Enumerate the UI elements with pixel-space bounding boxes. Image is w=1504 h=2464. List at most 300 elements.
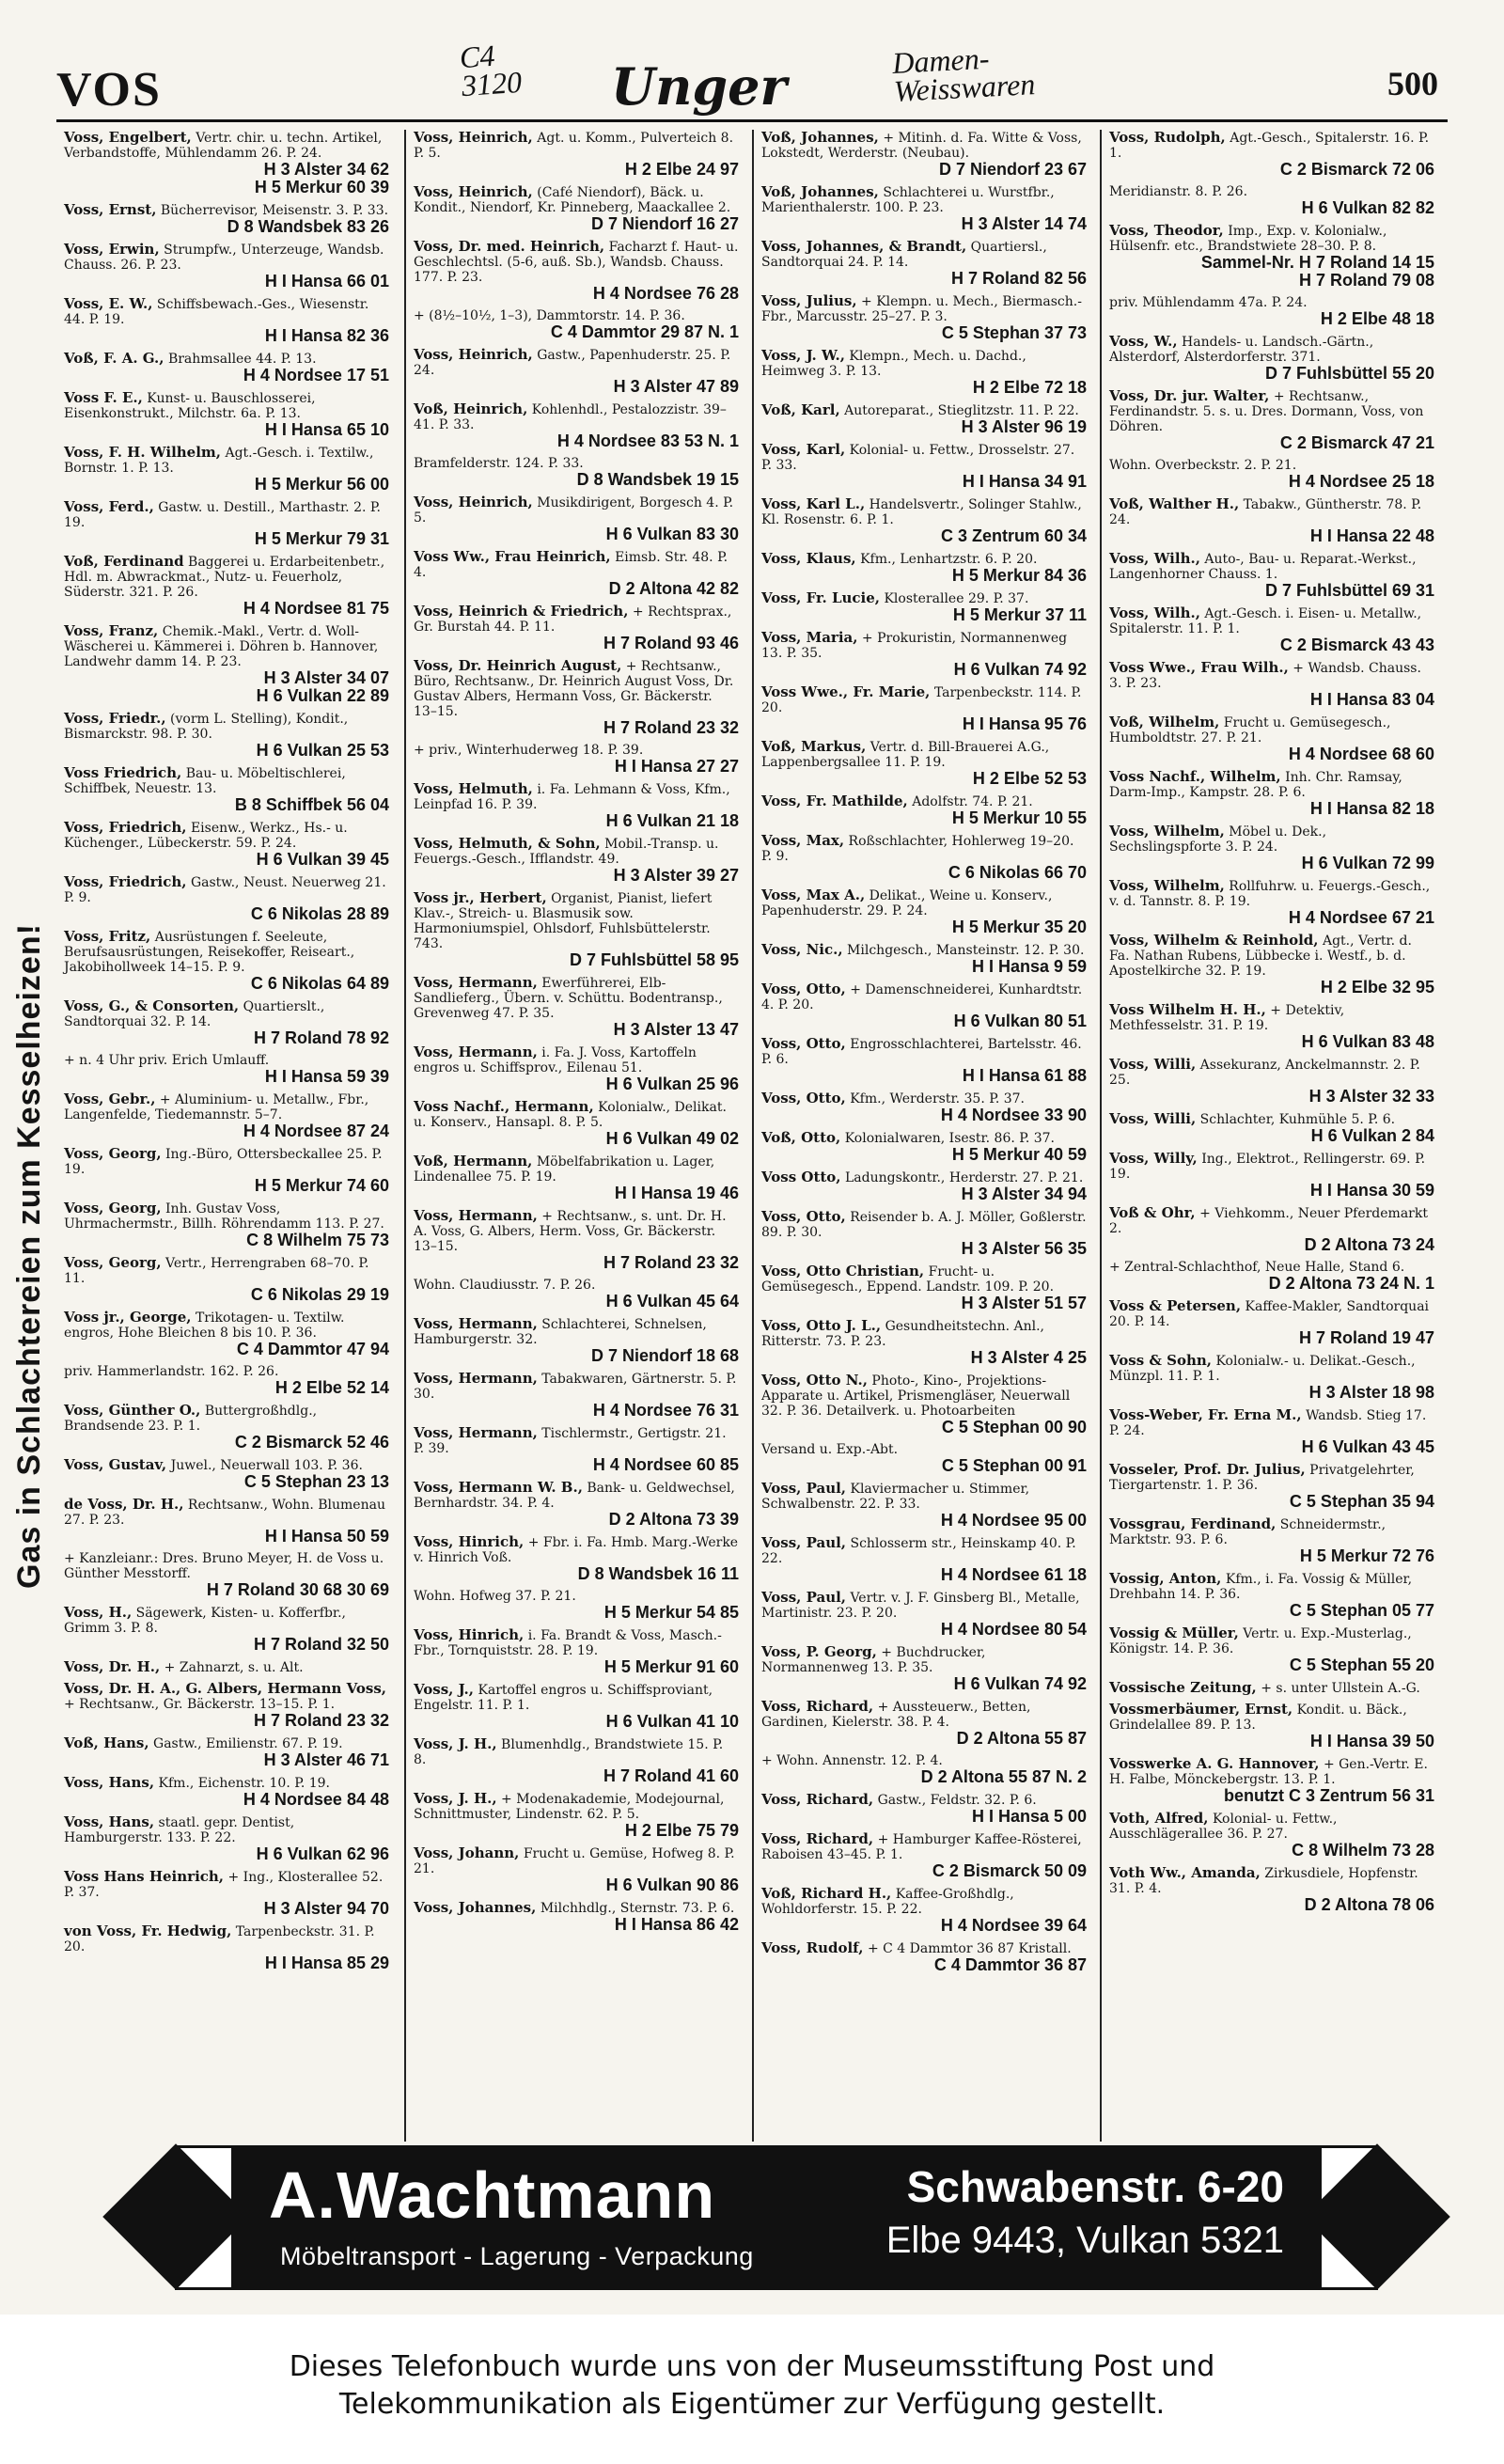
listing-details: Roßschlachter, Hohlerweg 19–20. P. 9.	[761, 834, 1074, 864]
listing-name: Voß, Walther H.,	[1109, 495, 1240, 512]
listing-phone: H 7 Roland 93 46	[603, 634, 739, 652]
listing-phone: H 4 Nordsee 68 60	[1288, 745, 1434, 763]
listing-name: Voss, Hermann W. B.,	[414, 1479, 583, 1496]
listing-entry	[64, 929, 389, 993]
listing-entry	[64, 1091, 389, 1140]
listing-entry	[64, 1457, 389, 1491]
listing-entry	[1109, 1353, 1434, 1402]
listing-details: Delikat., Weine u. Konserv., Papenhuderstr. 29. P. 24.	[761, 888, 1053, 918]
listing-name: Voss Otto,	[761, 1169, 841, 1185]
listing-details: Vertr. u. Exp.-Musterlag., Königstr. 14. P. 36.	[1109, 1626, 1412, 1656]
listing-name: Voss, J.,	[414, 1681, 474, 1698]
listing-details: staatl. gepr. Dentist, Hamburgerstr. 133. P. 22.	[64, 1815, 295, 1845]
listing-name: Voss, Johannes, & Brandt,	[761, 238, 967, 255]
listing-entry	[1109, 1298, 1434, 1347]
listing-phone: H 3 Alster 34 62	[263, 160, 389, 179]
listing-entry	[761, 1886, 1087, 1935]
listing-entry	[414, 347, 739, 396]
listing-entry	[761, 887, 1087, 936]
listing-phone: H I Hansa 95 76	[962, 714, 1087, 733]
listing-entry	[1109, 824, 1434, 872]
listing-details: Organist, Pianist, liefert Klav.-, Streich- u. Blasmusik sow. Harmoniumspiel, Ohlsdorf, Fuhlsbüttelerstr. 743.	[414, 891, 713, 951]
listing-phone: H 4 Nordsee 76 28	[592, 284, 739, 303]
listing-details: Juwel., Neuerwall 103. P. 36.	[170, 1458, 363, 1473]
column-3	[752, 130, 1092, 2142]
listing-details: Facharzt f. Haut- u. Geschlechtsl. (5-6, auß. Sb.), Wandsb. Chauss. 177. P. 23.	[414, 240, 739, 285]
listing-name: Voss Ww., Frau Heinrich,	[414, 548, 611, 565]
listing-entry	[761, 739, 1087, 788]
listing-name: Vossische Zeitung,	[1109, 1679, 1257, 1696]
listing-details: + Kanzleianr.: Dres. Bruno Meyer, H. de Voss u. Günther Messtorff.	[64, 1551, 384, 1581]
listing-entry	[1109, 184, 1434, 217]
listing-entry	[64, 820, 389, 869]
listing-details: Schlachterei, Schnelsen, Hamburgerstr. 32.	[414, 1317, 707, 1347]
listing-phone: H 6 Vulkan 82 82	[1301, 198, 1434, 217]
header-brand-note: Damen- Weisswaren	[891, 40, 1037, 108]
listing-phone: H I Hansa 82 36	[264, 326, 389, 345]
listing-entry	[414, 658, 739, 737]
listing-phone: H I Hansa 30 59	[1309, 1181, 1434, 1200]
listing-name: Voss, Hermann,	[414, 1207, 538, 1224]
listing-details: Schiffsbewach.-Ges., Wiesenstr. 44. P. 19.	[64, 297, 369, 327]
listing-details: + Rechtsanw., s. unt. Dr. H. A. Voss, G. Albers, Herm. Voss, Gr. Bäckerstr. 13–15.	[414, 1209, 727, 1254]
listing-entry	[1109, 295, 1434, 328]
listing-phone: H 3 Alster 32 33	[1308, 1087, 1434, 1106]
listing-name: Voss, Hans,	[64, 1774, 155, 1791]
listing-entry	[414, 1682, 739, 1731]
listing-name: Voss, E. W.,	[64, 295, 153, 312]
listing-name: Voss, Willi,	[1109, 1110, 1197, 1127]
listing-phone: C 5 Stephan 55 20	[1289, 1656, 1434, 1674]
listing-phone: H 6 Vulkan 74 92	[953, 660, 1087, 679]
listing-entry	[1109, 605, 1434, 654]
listing-details: Auto-, Bau- u. Reparat.-Werkst., Langenhorner Chauss. 1.	[1109, 552, 1417, 582]
listing-name: Voss, Richard,	[761, 1830, 874, 1847]
listing-entry	[414, 1480, 739, 1529]
page-header	[56, 38, 1438, 117]
listing-name: Voss, Rudolph,	[1109, 130, 1226, 146]
listing-details: Kolonialwaren, Isestr. 86. P. 37.	[844, 1131, 1056, 1146]
footer-note	[0, 2315, 1504, 2464]
listing-entry	[1109, 1516, 1434, 1565]
listing-phone: C 5 Stephan 00 90	[941, 1418, 1087, 1436]
listing-details: Engrosschlachterei, Bartelsstr. 46. P. 6.	[761, 1037, 1082, 1067]
listing-details: Adolfstr. 74. P. 21.	[912, 794, 1033, 809]
listing-entry	[64, 1681, 389, 1730]
listing-phone: H 5 Merkur 10 55	[951, 808, 1087, 827]
listing-details: Milchhdlg., Sternstr. 73. P. 6.	[540, 1901, 735, 1916]
listing-entry	[64, 1201, 389, 1249]
listing-phone: H I Hansa 82 18	[1309, 799, 1434, 818]
listing-details: Agt.-Gesch. i. Textilw., Bornstr. 1. P. 13.	[64, 446, 374, 476]
listing-name: von Voss, Fr. Hedwig,	[64, 1923, 232, 1939]
listing-details: Frucht- u. Gemüsegesch., Eppend. Landstr. 109. P. 20.	[761, 1264, 1055, 1295]
listing-phone: H 4 Nordsee 39 64	[940, 1916, 1087, 1935]
listing-phone: benutzt C 3 Zentrum 56 31	[1223, 1786, 1434, 1805]
listing-details: Ausrüstungen f. Seeleute, Berufsausrüstungen, Reisekoffer, Reiseart., Jakobihollweek 14–15. P. 9.	[64, 930, 355, 975]
listing-entry	[761, 551, 1087, 585]
listing-phone: H 5 Merkur 35 20	[951, 918, 1087, 936]
listing-name: Voss, Hermann,	[414, 1424, 538, 1441]
listing-details: Tabakw., Güntherstr. 78. P. 24.	[1109, 497, 1422, 527]
listing-name: Voss, Fr. Mathilde,	[761, 793, 908, 809]
listing-name: Voss, Johannes,	[414, 1899, 537, 1916]
listing-details: Musikdirigent, Borgesch 4. P. 5.	[414, 495, 734, 526]
listing-name: Voss, Heinrich,	[414, 494, 533, 510]
listing-name: Voss jr., Herbert,	[414, 889, 547, 906]
listing-name: Voss, Otto J. L.,	[761, 1317, 882, 1334]
listing-name: Voß, Hans,	[64, 1734, 149, 1751]
listing-phone: Sammel-Nr. H 7 Roland 14 15	[1200, 253, 1434, 272]
listing-details: Kfm., i. Fa. Vossig & Müller, Drehbahn 14. P. 36.	[1109, 1572, 1413, 1602]
listing-name: Voss, Dr. H. A., G. Albers, Hermann Voss,	[64, 1680, 387, 1697]
listing-entry	[64, 1497, 389, 1546]
listing-phone: D 7 Fuhlsbüttel 69 31	[1264, 581, 1434, 600]
listing-details: Ing., Elektrot., Rellingerstr. 69. P. 19.	[1109, 1152, 1426, 1182]
listing-name: Voss, Gebr.,	[64, 1091, 156, 1107]
listing-phone: C 5 Stephan 05 77	[1289, 1601, 1434, 1620]
listing-entry	[1109, 769, 1434, 818]
listing-details: + Rechtsprax., Gr. Burstah 44. P. 11.	[414, 604, 732, 635]
listing-entry	[1109, 1407, 1434, 1456]
listing-entry	[1109, 1571, 1434, 1620]
listing-details: Bramfelderstr. 124. P. 33.	[414, 456, 584, 471]
listing-details: Kolonialw., Delikat. u. Konserv., Hansapl. 8. P. 5.	[414, 1100, 727, 1130]
listing-details: Meridianstr. 8. P. 26.	[1109, 184, 1248, 199]
listing-details: Bank- u. Geldwechsel, Bernhardstr. 34. P. 4.	[414, 1481, 735, 1511]
listing-entry	[761, 402, 1087, 436]
listing-phone: C 4 Dammtor 47 94	[236, 1340, 389, 1358]
listing-entry	[64, 1255, 389, 1304]
listing-details: Schneidermstr., Marktstr. 93. P. 6.	[1109, 1517, 1386, 1547]
listing-phone: H 6 Vulkan 45 64	[605, 1292, 739, 1310]
listing-entry	[64, 711, 389, 760]
listing-details: + Fbr. i. Fa. Hmb. Marg.-Werke v. Hinrich Voß.	[414, 1535, 739, 1565]
listing-phone: H 7 Roland 32 50	[253, 1635, 389, 1654]
listing-entry	[414, 1791, 739, 1840]
listing-phone: H I Hansa 5 00	[971, 1807, 1087, 1826]
listing-details: Wandsb. Stieg 17. P. 24.	[1109, 1408, 1427, 1438]
listing-entry	[1109, 1865, 1434, 1914]
listing-name: Voß, Richard H.,	[761, 1885, 892, 1902]
listing-details: Gastw., Feldstr. 32. P. 6.	[877, 1793, 1037, 1808]
listing-entry	[414, 549, 739, 598]
listing-name: Voss, Hinrich,	[414, 1626, 525, 1643]
advertisement-banner	[175, 2145, 1378, 2290]
listing-details: + Wohn. Annenstr. 12. P. 4.	[761, 1753, 943, 1768]
listing-phone: H 5 Merkur 54 85	[603, 1603, 739, 1622]
listing-details: Kaffee-Makler, Sandtorquai 20. P. 14.	[1109, 1299, 1430, 1329]
listing-details: Versand u. Exp.-Abt.	[761, 1442, 899, 1457]
listing-entry	[761, 1792, 1087, 1826]
footer-line-1: Dieses Telefonbuch wurde uns von der Museumsstiftung Post und	[289, 2350, 1215, 2383]
listing-entry	[761, 1318, 1087, 1367]
listing-phone: H I Hansa 83 04	[1309, 690, 1434, 709]
listing-phone: H 2 Elbe 48 18	[1320, 309, 1434, 328]
listing-phone: H 5 Merkur 84 36	[951, 566, 1087, 585]
listing-entry	[64, 1551, 389, 1599]
listing-phone: C 2 Bismarck 47 21	[1279, 433, 1434, 452]
column-2	[404, 130, 744, 2142]
listing-phone: D 2 Altona 42 82	[608, 579, 739, 598]
listing-details: Möbelfabrikation u. Lager, Lindenallee 75. P. 19.	[414, 1154, 715, 1185]
listing-entry	[761, 239, 1087, 288]
listing-name: Voss, Friedrich,	[64, 873, 187, 890]
listing-name: Voss, Wilh.,	[1109, 604, 1200, 621]
listing-phone: D 2 Altona 73 39	[608, 1510, 739, 1529]
listing-phone: H 6 Vulkan 83 30	[605, 525, 739, 543]
listing-details: Kaffee-Großhdlg., Wohldorferstr. 15. P. 22.	[761, 1887, 1014, 1917]
listing-name: Voß, Markus,	[761, 738, 867, 755]
listing-details: Bücherrevisor, Meisenstr. 3. P. 33.	[160, 203, 389, 218]
listing-entry	[761, 1590, 1087, 1639]
listing-phone: H 3 Alster 14 74	[961, 214, 1087, 233]
listing-name: Voss, Hermann,	[414, 1044, 538, 1060]
listing-phone: H 2 Elbe 75 79	[624, 1821, 739, 1840]
listing-details: Tabakwaren, Gärtnerstr. 5. P. 30.	[414, 1372, 737, 1402]
listing-name: Vossgrau, Ferdinand,	[1109, 1515, 1277, 1532]
listing-details: Wohn. Hofweg 37. P. 21.	[414, 1589, 576, 1604]
listing-phone: H I Hansa 85 29	[264, 1954, 389, 1972]
listing-name: Voß, Ferdinand	[64, 553, 184, 570]
listing-phone: H 3 Alster 96 19	[961, 417, 1087, 436]
listing-name: Voss, Klaus,	[761, 550, 856, 567]
listing-details: Gastw., Emilienstr. 67. P. 19.	[153, 1736, 343, 1751]
listing-name: Voss jr., George,	[64, 1309, 192, 1326]
listing-details: Imp., Exp. v. Kolonialw., Hülsenfr. etc., Brandstwiete 28–30. P. 8.	[1109, 224, 1387, 254]
listing-details: + Rechtsanw., Ferdinandstr. 5. s. u. Dres. Dormann, Voss, von Döhren.	[1109, 389, 1424, 434]
listing-name: Voss, Helmuth,	[414, 780, 533, 797]
listing-name: Voss, Richard,	[761, 1791, 874, 1808]
ad-address: Schwabenstr. 6-20	[906, 2162, 1284, 2211]
listing-name: Voss, Otto,	[761, 1208, 846, 1225]
listing-name: Voss, Max A.,	[761, 887, 866, 903]
listing-phone: D 8 Wandsbek 16 11	[577, 1564, 739, 1583]
listing-entry	[64, 1659, 389, 1675]
listing-details: + Mitinh. d. Fa. Witte & Voss, Lokstedt, Werderstr. (Neubau).	[761, 131, 1082, 161]
listing-details: Kolonial- u. Fettw., Ausschlägerallee 36. P. 27.	[1109, 1812, 1338, 1842]
listing-name: Voß, Wilhelm,	[1109, 714, 1220, 730]
listing-entry	[414, 743, 739, 776]
listing-entry	[64, 296, 389, 345]
listing-phone: H 3 Alster 34 07	[263, 668, 389, 687]
listing-phone: D 8 Wandsbek 19 15	[576, 470, 739, 489]
listing-entry	[414, 890, 739, 969]
listing-details: + Wandsb. Chauss. 3. P. 23.	[1109, 661, 1421, 691]
listing-name: Voss, Hinrich,	[414, 1533, 525, 1550]
listing-entry	[414, 401, 739, 450]
listing-phone: D 2 Altona 55 87	[956, 1729, 1087, 1748]
listing-entry	[64, 623, 389, 705]
listing-name: Voss, Theodor,	[1109, 222, 1224, 239]
listing-name: Voß, Johannes,	[761, 183, 879, 200]
ad-company-name: A.Wachtmann	[269, 2158, 716, 2232]
listing-phone: H 3 Alster 56 35	[961, 1239, 1087, 1258]
listing-phone: H 3 Alster 46 71	[263, 1750, 389, 1769]
listing-phone: H 6 Vulkan 72 99	[1301, 854, 1434, 872]
listing-entry	[414, 1534, 739, 1583]
listing-phone: H 4 Nordsee 60 85	[592, 1455, 739, 1474]
listing-phone: D 7 Niendorf 18 68	[590, 1346, 739, 1365]
listing-phone: H 4 Nordsee 84 48	[243, 1790, 389, 1809]
listing-name: Voss, P. Georg,	[761, 1643, 877, 1660]
listing-phone: H I Hansa 22 48	[1309, 526, 1434, 545]
listing-phone: H 6 Vulkan 80 51	[953, 1012, 1087, 1030]
listing-entry	[414, 1371, 739, 1420]
listing-phone: H 7 Roland 78 92	[253, 1028, 389, 1047]
listing-name: Voss, Paul,	[761, 1534, 847, 1551]
listing-details: Bau- u. Möbeltischlerei, Schiffbek, Neuestr. 13.	[64, 766, 346, 796]
listing-phone: C 6 Nikolas 28 89	[250, 904, 389, 923]
listing-entry	[761, 1130, 1087, 1164]
listing-details: Agt.-Gesch. i. Eisen- u. Metallw., Spitalerstr. 11. P. 1.	[1109, 606, 1422, 636]
listing-entry	[1109, 1002, 1434, 1051]
listing-name: Voss, Franz,	[64, 622, 159, 639]
listing-entry	[1109, 1756, 1434, 1805]
listing-entry	[761, 1644, 1087, 1693]
listing-phone: H I Hansa 65 10	[264, 420, 389, 439]
listing-details: Quartiersl., Sandtorquai 24. P. 14.	[761, 240, 1047, 270]
listing-name: Voss, Hermann,	[414, 1370, 538, 1387]
listing-details: Privatgelehrter, Tiergartenstr. 1. P. 36.	[1109, 1463, 1415, 1493]
listing-details: + Zentral-Schlachthof, Neue Halle, Stand 6.	[1109, 1260, 1405, 1275]
listing-entry	[64, 242, 389, 290]
listing-entry	[64, 1775, 389, 1809]
listing-name: Vossmerbäumer, Ernst,	[1109, 1701, 1293, 1718]
listing-details: + s. unter Ullstein A.-G.	[1261, 1681, 1420, 1696]
listing-phone: H 6 Vulkan 2 84	[1310, 1126, 1434, 1145]
listing-phone: C 3 Zentrum 60 34	[940, 526, 1087, 545]
listing-entry	[761, 348, 1087, 397]
listing-phone: H 3 Alster 39 27	[613, 866, 739, 885]
listing-entry	[414, 308, 739, 341]
listing-phone: H 5 Merkur 60 39	[254, 178, 389, 196]
listing-phone: H 3 Alster 94 70	[263, 1899, 389, 1918]
listing-entry	[64, 499, 389, 548]
listing-entry	[414, 1589, 739, 1622]
listing-entry	[761, 942, 1087, 976]
listing-phone: H 2 Elbe 72 18	[972, 378, 1087, 397]
listing-entry	[761, 684, 1087, 733]
listing-name: Voss, Karl L.,	[761, 495, 866, 512]
listing-details: Gastw., Papenhuderstr. 25. P. 24.	[414, 348, 731, 378]
listing-name: Voss, Max,	[761, 832, 845, 849]
listing-name: Voss, Helmuth, & Sohn,	[414, 835, 601, 852]
listing-entry	[1109, 1702, 1434, 1750]
listing-name: Voss, Gustav,	[64, 1456, 167, 1473]
listing-name: Voß, Hermann,	[414, 1153, 533, 1169]
column-4	[1100, 130, 1440, 2142]
listing-name: Voß, F. A. G.,	[64, 350, 164, 367]
listing-phone: H 6 Vulkan 25 53	[256, 741, 389, 760]
listing-phone: D 2 Altona 73 24 N. 1	[1268, 1274, 1434, 1293]
listing-entry	[64, 1814, 389, 1863]
listing-entry	[414, 1736, 739, 1785]
listing-entry	[761, 793, 1087, 827]
listing-name: Voss-Weber, Fr. Erna M.,	[1109, 1406, 1302, 1423]
listing-details: + Buchdrucker, Normannenweg 13. P. 35.	[761, 1645, 986, 1675]
listing-details: Agt. u. Komm., Pulverteich 8. P. 5.	[414, 131, 734, 161]
listing-details: + Detektiv, Methfesselstr. 31. P. 19.	[1109, 1003, 1345, 1033]
listing-details: Baggerei u. Erdarbeitenbetr., Hdl. m. Abwrackmat., Nutz- u. Feuerholz, Süderstr. 321. P. 26.	[64, 555, 385, 600]
listing-entry	[1109, 660, 1434, 709]
listing-entry	[761, 1535, 1087, 1584]
listing-entry	[64, 874, 389, 923]
listing-entry	[761, 833, 1087, 882]
listing-entry	[64, 1735, 389, 1769]
listing-phone: D 2 Altona 55 87 N. 2	[920, 1767, 1087, 1786]
listing-entry	[64, 130, 389, 196]
column-1	[56, 130, 395, 2142]
listing-name: Voss Wwe., Frau Wilh.,	[1109, 659, 1289, 676]
listing-phone: H 2 Elbe 24 97	[624, 160, 739, 179]
listing-details: Blumenhdlg., Brandstwiete 15. P. 8.	[414, 1737, 724, 1767]
listing-name: Voss, Otto Christian,	[761, 1263, 925, 1279]
listing-details: Kunst- u. Bauschlosserei, Eisenkonstrukt., Milchstr. 6a. P. 13.	[64, 391, 316, 421]
listing-entry	[414, 130, 739, 179]
listing-details: Wohn. Claudiusstr. 7. P. 26.	[414, 1278, 596, 1293]
listing-name: Voss, H.,	[64, 1604, 133, 1621]
listing-name: Voss, F. H. Wilhelm,	[64, 444, 222, 461]
listing-details: Klosterallee 29. P. 37.	[884, 591, 1029, 606]
listing-entry	[761, 1169, 1087, 1203]
listing-phone: C 5 Stephan 37 73	[941, 323, 1087, 342]
listing-phone: H 5 Merkur 40 59	[951, 1145, 1087, 1164]
listing-details: Agt., Vertr. d. Fa. Nathan Rubens, Lübbecke i. Westf., b. d. Apostelkirche 32. P. 19.	[1109, 934, 1412, 979]
listing-name: Voss, Otto,	[761, 1090, 846, 1106]
listing-entry	[1109, 1260, 1434, 1293]
listing-phone: H I Hansa 86 42	[614, 1915, 739, 1934]
listing-entry	[761, 1481, 1087, 1530]
listing-details: Kfm., Werderstr. 35. P. 37.	[850, 1091, 1025, 1106]
listing-details: Vertr., Herrengraben 68–70. P. 11.	[64, 1256, 369, 1286]
listing-entry	[1109, 334, 1434, 383]
listing-phone: H 3 Alster 4 25	[970, 1348, 1087, 1367]
listing-name: Vossig & Müller,	[1109, 1624, 1239, 1641]
listing-name: Voss, Rudolf,	[761, 1939, 864, 1956]
listing-name: Voss, Otto N.,	[761, 1372, 868, 1389]
listing-entry	[1109, 1205, 1434, 1254]
listing-name: Voss, Wilh.,	[1109, 550, 1200, 567]
listing-phone: H 7 Roland 23 32	[253, 1711, 389, 1730]
listing-entry	[761, 1209, 1087, 1258]
listing-entry	[761, 1263, 1087, 1312]
listing-entry	[1109, 878, 1434, 927]
header-name-range: VOS	[56, 63, 162, 117]
listing-phone: C 4 Dammtor 29 87 N. 1	[550, 322, 739, 341]
listing-entry	[1109, 1680, 1434, 1696]
listing-entry	[414, 456, 739, 489]
listing-entry	[64, 1923, 389, 1972]
listing-details: + Hamburger Kaffee-Rösterei, Raboisen 43–45. P. 1.	[761, 1832, 1082, 1862]
listing-details: i. Fa. Lehmann & Voss, Kfm., Leinpfad 16. P. 39.	[414, 782, 730, 812]
ad-diamond-left	[102, 2143, 249, 2290]
listing-name: Voss Friedrich,	[64, 764, 182, 781]
listing-entry	[761, 1373, 1087, 1436]
listing-details: Inh. Gustav Voss, Uhrmachermstr., Billh. Röhrendamm 113. P. 27.	[64, 1201, 384, 1232]
listing-phone: C 6 Nikolas 64 89	[250, 974, 389, 993]
listing-details: Mobil.-Transp. u. Feuergs.-Gesch., Ifflandstr. 49.	[414, 837, 719, 867]
listing-entry	[414, 1900, 739, 1934]
listing-entry	[1109, 1625, 1434, 1674]
listing-entry	[414, 1425, 739, 1474]
listing-details: Eimsb. Str. 48. P. 4.	[414, 550, 728, 580]
listing-details: Assekuranz, Anckelmannstr. 2. P. 25.	[1109, 1058, 1420, 1088]
listing-phone: B 8 Schiffbek 56 04	[234, 795, 389, 814]
listing-name: Voss, Johann,	[414, 1844, 520, 1861]
listing-name: Voss, Georg,	[64, 1145, 162, 1162]
listing-details: + priv., Winterhuderweg 18. P. 39.	[414, 743, 644, 758]
